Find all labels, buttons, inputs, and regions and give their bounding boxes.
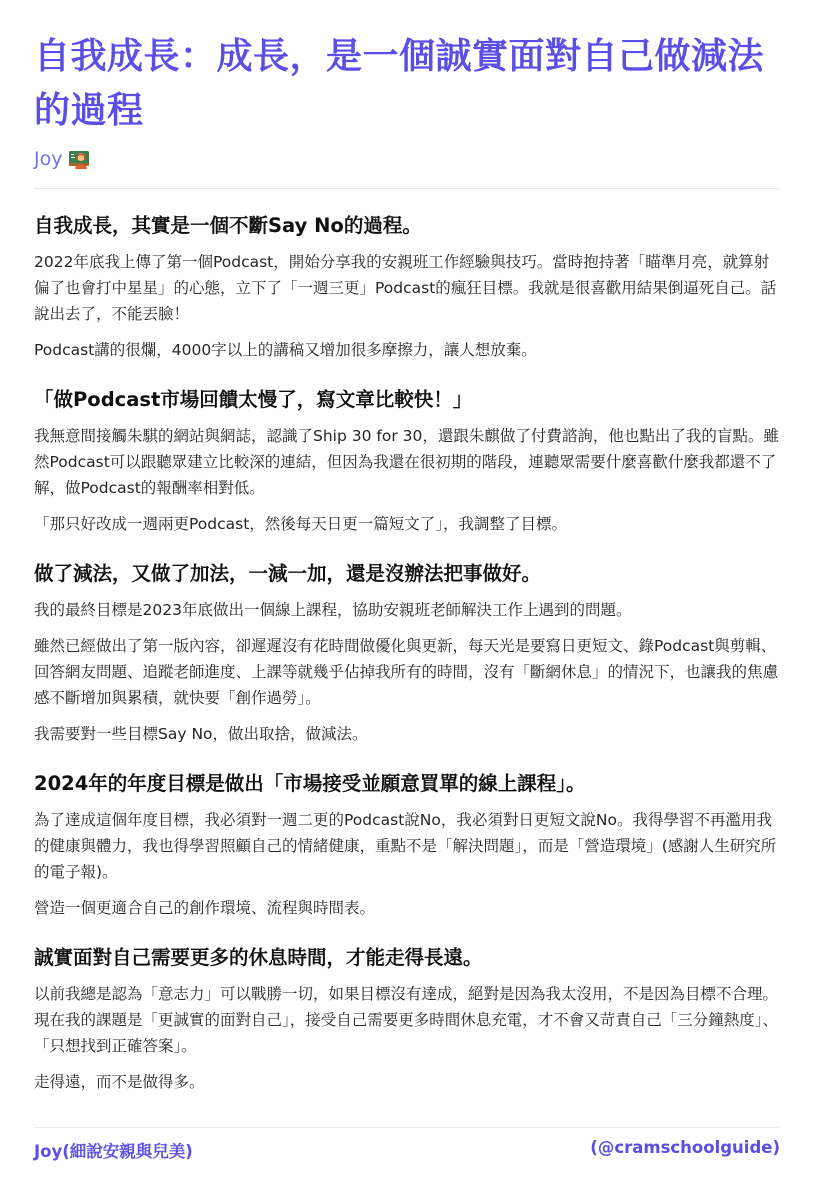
paragraph: 「那只好改成一週兩更Podcast，然後每天日更一篇短文了」，我調整了目標。 [34, 515, 568, 533]
section-5 [34, 943, 780, 1095]
paragraph: 走得遠，而不是做得多。 [34, 1073, 205, 1091]
paragraph: 以前我總是認為「意志力」可以戰勝一切，如果目標沒有達成，絕對是因為我太沒用，不是因為目標不合理。現在我的課題是「更誠實的面對自己」，接受自己需要更多時間休息充電，才不會又苛責自己「三分鐘熱度」、「只想找到正確答案」。 [34, 985, 779, 1055]
section-heading: 自我成長，其實是一個不斷Say No的過程。 [34, 214, 422, 237]
paragraph: 我需要對一些目標Say No，做出取捨，做減法。 [34, 725, 368, 743]
section-3 [34, 559, 780, 747]
section-heading: 2024年的年度目標是做出「市場接受並願意買單的線上課程」。 [34, 772, 586, 795]
paragraph: 我的最終目標是2023年底做出一個線上課程，協助安親班老師解決工作上遇到的問題。 [34, 601, 632, 619]
author-name: Joy [34, 148, 63, 170]
footer [34, 1127, 780, 1162]
paragraph: Podcast講的很爛，4000字以上的講稿又增加很多摩擦力，讓人想放棄。 [34, 341, 537, 359]
section-4 [34, 769, 780, 921]
author-byline [34, 146, 780, 172]
header-divider [34, 188, 780, 189]
paragraph: 營造一個更適合自己的創作環境、流程與時間表。 [34, 899, 376, 917]
paragraph: 為了達成這個年度目標，我必須對一週二更的Podcast說No，我必須對日更短文說No。我得學習不再濫用我的健康與體力，我也得學習照顧自己的情緒健康，重點不是「解決問題」，而是「營造環境」(感謝人生研究所的電子報)。 [34, 811, 777, 881]
paragraph: 我無意間接觸朱騏的網站與網誌，認識了Ship 30 for 30，還跟朱麒做了付費諮詢，他也點出了我的盲點。雖然Podcast可以跟聽眾建立比較深的連結，但因為我還在很初期的階段，連聽眾需要什麼喜歡什麼我都還不了解，做Podcast的報酬率相對低。 [34, 427, 779, 497]
paragraph: 雖然已經做出了第一版內容，卻遲遲沒有花時間做優化與更新，每天光是要寫日更短文、錄Podcast與剪輯、回答網友問題、追蹤老師進度、上課等就幾乎佔掉我所有的時間，沒有「斷網休息」的情況下，也讓我的焦慮感不斷增加與累積，就快要「創作過勞」。 [34, 637, 779, 707]
page-title: 自我成長：成長，是一個誠實面對自己做減法的過程 [34, 36, 765, 131]
section-heading: 「做Podcast市場回饋太慢了，寫文章比較快！」 [34, 388, 473, 411]
section-heading: 做了減法，又做了加法，一減一加，還是沒辦法把事做好。 [34, 562, 542, 585]
paragraph: 2022年底我上傳了第一個Podcast，開始分享我的安親班工作經驗與技巧。當時抱持著「瞄準月亮，就算射偏了也會打中星星」的心態，立下了「一週三更」Podcast的瘋狂目標。我就是很喜歡用結果倒逼死自己。話說出去了，不能丟臉！ [34, 253, 777, 323]
section-2 [34, 385, 780, 537]
woman-teacher-emoji-icon [68, 148, 90, 170]
section-heading: 誠實面對自己需要更多的休息時間，才能走得長遠。 [34, 946, 483, 969]
footer-handle: (@cramschoolguide) [590, 1138, 780, 1157]
footer-author: Joy(細說安親與兒美) [34, 1142, 193, 1161]
section-1 [34, 211, 780, 363]
